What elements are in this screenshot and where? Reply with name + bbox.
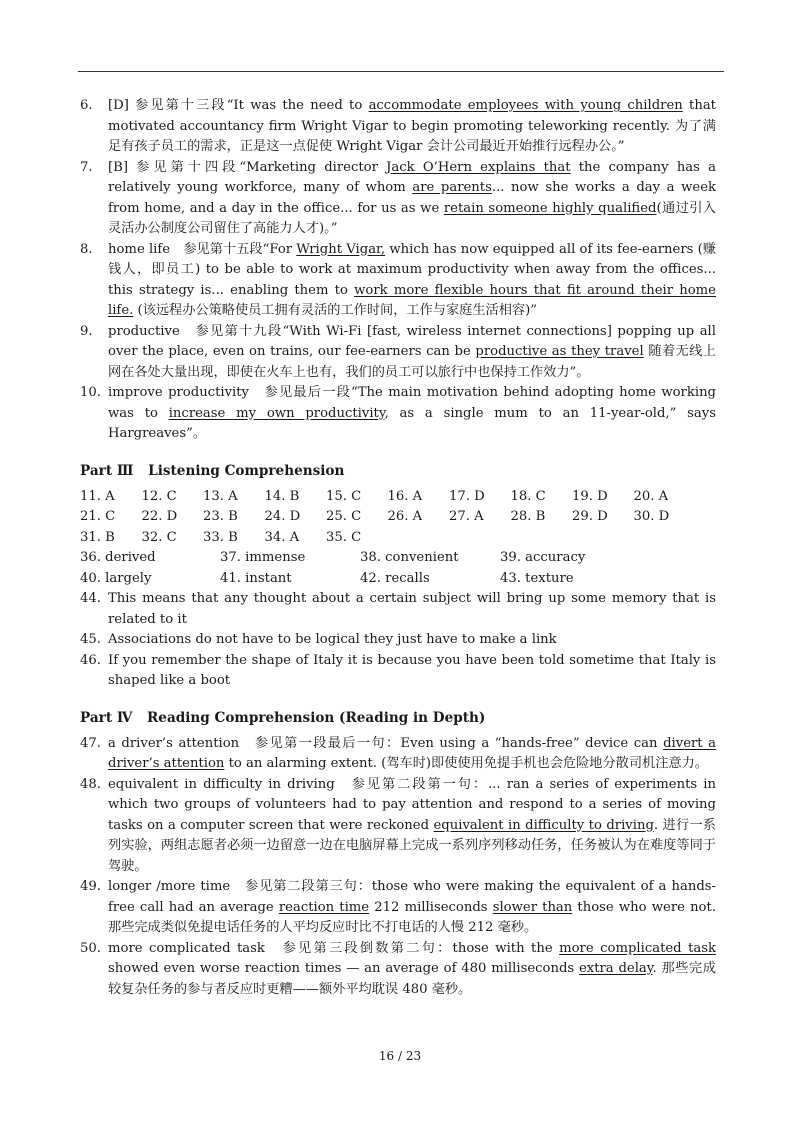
answer-cell: 16. A (387, 488, 423, 504)
answer-item (80, 158, 716, 240)
item-text: [B] 参见第十四段“Marketing director (108, 159, 387, 175)
underlined-text: slower than (492, 899, 573, 915)
part-title: Reading Comprehension (Reading in Depth) (147, 709, 486, 726)
answer-item (80, 383, 716, 445)
item-text: improve productivity 参见最后一段“The main motivation behind adopting home working was to (108, 385, 716, 421)
answer-cell: 21. C (80, 509, 116, 524)
item-text: that motivated accountancy firm Wright Vigar to begin promoting teleworking recently. 为了满足有孩子员工的需求，正是这一点促使 Wright Vigar 会计公司最近开始推行远程办公。” (108, 98, 716, 154)
part-label: Part Ⅳ (80, 709, 133, 726)
answer-grid (80, 487, 716, 549)
answer-item (80, 240, 716, 322)
item-number: 50. (80, 940, 101, 956)
item-text: . 那些完成较复杂任务的参与者反应时更糟——额外平均耽误 480 毫秒。 (108, 961, 716, 997)
item-text: 随着无线上网在各处大量出现，即使在火车上也有，我们的员工可以旅行中也保持工作效力”。 (108, 344, 716, 380)
sentence-answer (80, 589, 716, 630)
answer-item (80, 322, 716, 384)
answer-cell: 14. B (264, 488, 300, 504)
item-text: more complicated task 参见第三段倒数第二句：those with the (108, 940, 560, 956)
underlined-text: accommodate employees with young children (368, 98, 683, 113)
underlined-text: reaction time (278, 899, 370, 915)
answer-cell: 18. C (510, 488, 546, 504)
item-text: (该远程办公策略使员工拥有灵活的工作时间，工作与家庭生活相容)” (133, 303, 537, 318)
header-rule (78, 71, 724, 72)
underlined-text: equivalent in difficulty to driving (433, 817, 654, 833)
underlined-text: divert a driver’s attention (108, 735, 717, 771)
answer-cell: 15. C (326, 488, 362, 504)
answer-cell: 23. B (203, 509, 238, 524)
answer-cell: 26. A (387, 509, 423, 524)
underlined-text: more complicated task (559, 940, 716, 956)
item-text: equivalent in difficulty in driving 参见第二段第一句：... ran a series of experiments in which two groups of volunteers had to pay attention and respond to a series of moving tasks on a computer screen that were reckoned (108, 776, 716, 833)
answer-cell: 27. A (449, 509, 484, 524)
item-text: those who were not. 那些完成类似免提电话任务的人平均反应时比不打电话的人慢 212 毫秒。 (108, 899, 716, 935)
item-number: 10. (80, 385, 101, 400)
word-answer-grid (80, 548, 716, 589)
answer-cell: 12. C (141, 488, 177, 504)
item-number: 49. (80, 879, 101, 894)
underlined-text: increase my own productivity (168, 405, 385, 421)
part-title: Listening Comprehension (148, 462, 345, 479)
word-answer-cell: 36. derived (80, 550, 156, 565)
section-heading-part3 (80, 461, 716, 481)
underlined-text: Wright Vigar, (296, 241, 386, 257)
underlined-text: work more flexible hours that fit around their home life. (108, 282, 716, 318)
answer-cell: 32. C (141, 529, 177, 545)
item-text: productive 参见第十九段“With Wi-Fi [fast, wireless internet connections] popping up all over the place, even on trains, our fee-earners can be (108, 323, 716, 359)
item-number: 9. (80, 323, 93, 339)
item-number: 48. (80, 776, 101, 792)
answer-cell: 22. D (141, 509, 178, 524)
answer-cell: 20. A (633, 488, 669, 504)
item-number: 6. (80, 98, 93, 113)
answer-item (80, 939, 716, 1001)
answer-cell: 34. A (264, 529, 300, 545)
answer-cell: 19. D (572, 488, 608, 504)
item-text: ... now she works a day a week from home, and a day in the office... for us as we (108, 180, 716, 216)
item-text: . 进行一系列实验，两组志愿者必须一边留意一边在电脑屏幕上完成一系列序列移动任务，任务被认为在难度等同于驾驶。 (108, 817, 716, 874)
word-answer-cell: 41. instant (220, 570, 292, 586)
item-text: 212 milliseconds (369, 899, 493, 915)
sentence-answer (80, 630, 716, 651)
item-text: (通过引入灵活办公制度公司留住了高能力人才)。” (108, 200, 716, 236)
answer-cell: 13. A (203, 488, 238, 504)
item-text: a driver’s attention 参见第一段最后一句：Even using a “hands-free” device can (108, 735, 664, 751)
answer-cell: 11. A (80, 488, 115, 504)
answer-item (80, 96, 716, 158)
word-answer-cell: 38. convenient (360, 550, 459, 565)
sentence-answer (80, 651, 716, 692)
underlined-text: retain someone highly qualified (443, 200, 657, 216)
part-label: Part Ⅲ (80, 462, 134, 479)
item-text: showed even worse reaction times — an average of 480 milliseconds (108, 961, 579, 976)
item-text: If you remember the shape of Italy it is because you have been told sometime that Italy is shaped like a boot (108, 652, 716, 688)
answer-cell: 17. D (449, 488, 485, 504)
word-answer-cell: 43. texture (500, 570, 574, 586)
sentence-answers (80, 589, 716, 692)
item-text: [D] 参见第十三段“It was the need to (108, 98, 369, 113)
underlined-text: are parents (412, 180, 492, 195)
item-text: home life 参见第十五段“For (108, 241, 297, 257)
item-text: longer /more time 参见第二段第三句：those who were making the equivalent of a hands-free call had an average (108, 879, 716, 915)
answer-cell: 24. D (264, 509, 301, 524)
answer-cell: 28. B (510, 509, 546, 524)
word-answer-cell: 39. accuracy (500, 550, 586, 565)
answer-list-part2 (80, 96, 716, 445)
answer-item (80, 877, 716, 939)
underlined-text: extra delay (578, 961, 653, 976)
answer-cell: 30. D (633, 509, 670, 524)
item-number: 8. (80, 241, 93, 257)
page-number: 16 / 23 (378, 1049, 422, 1063)
underlined-text: productive as they travel (475, 344, 644, 359)
section-heading-part4 (80, 708, 716, 728)
underlined-text: Jack O’Hern explains that (386, 159, 571, 175)
item-text: , as a single mum to an 11-year-old,” says Hargreaves”。 (108, 405, 716, 441)
word-answer-cell: 42. recalls (360, 570, 430, 586)
item-number: 45. (80, 632, 101, 647)
answer-list-part4 (80, 734, 716, 1001)
answer-cell: 29. D (572, 509, 608, 524)
item-number: 7. (80, 159, 93, 175)
item-text: Associations do not have to be logical they just have to make a link (108, 632, 557, 647)
word-answer-cell: 40. largely (80, 570, 152, 586)
answer-cell: 25. C (326, 509, 362, 524)
item-text: to an alarming extent. (驾车时)即使使用免提手机也会危险地分散司机注意力。 (224, 756, 708, 771)
answer-item (80, 734, 716, 775)
answer-cell: 33. B (203, 529, 238, 545)
word-answer-cell: 37. immense (220, 550, 306, 565)
item-text: This means that any thought about a certain subject will bring up some memory that is related to it (108, 591, 716, 627)
page-content (80, 96, 716, 1000)
item-number: 44. (80, 591, 101, 606)
item-text: the company has a relatively young workforce, many of whom (108, 159, 717, 195)
item-text: which has now equipped all of its fee-earners (赚钱人，即员工) to be able to work at maximum productivity when away from the offices... this strategy is... enabling them to (108, 241, 716, 298)
item-number: 46. (80, 652, 101, 668)
answer-item (80, 775, 716, 878)
answer-cell: 35. C (326, 529, 362, 545)
answer-cell: 31. B (80, 529, 115, 545)
item-number: 47. (80, 735, 101, 751)
